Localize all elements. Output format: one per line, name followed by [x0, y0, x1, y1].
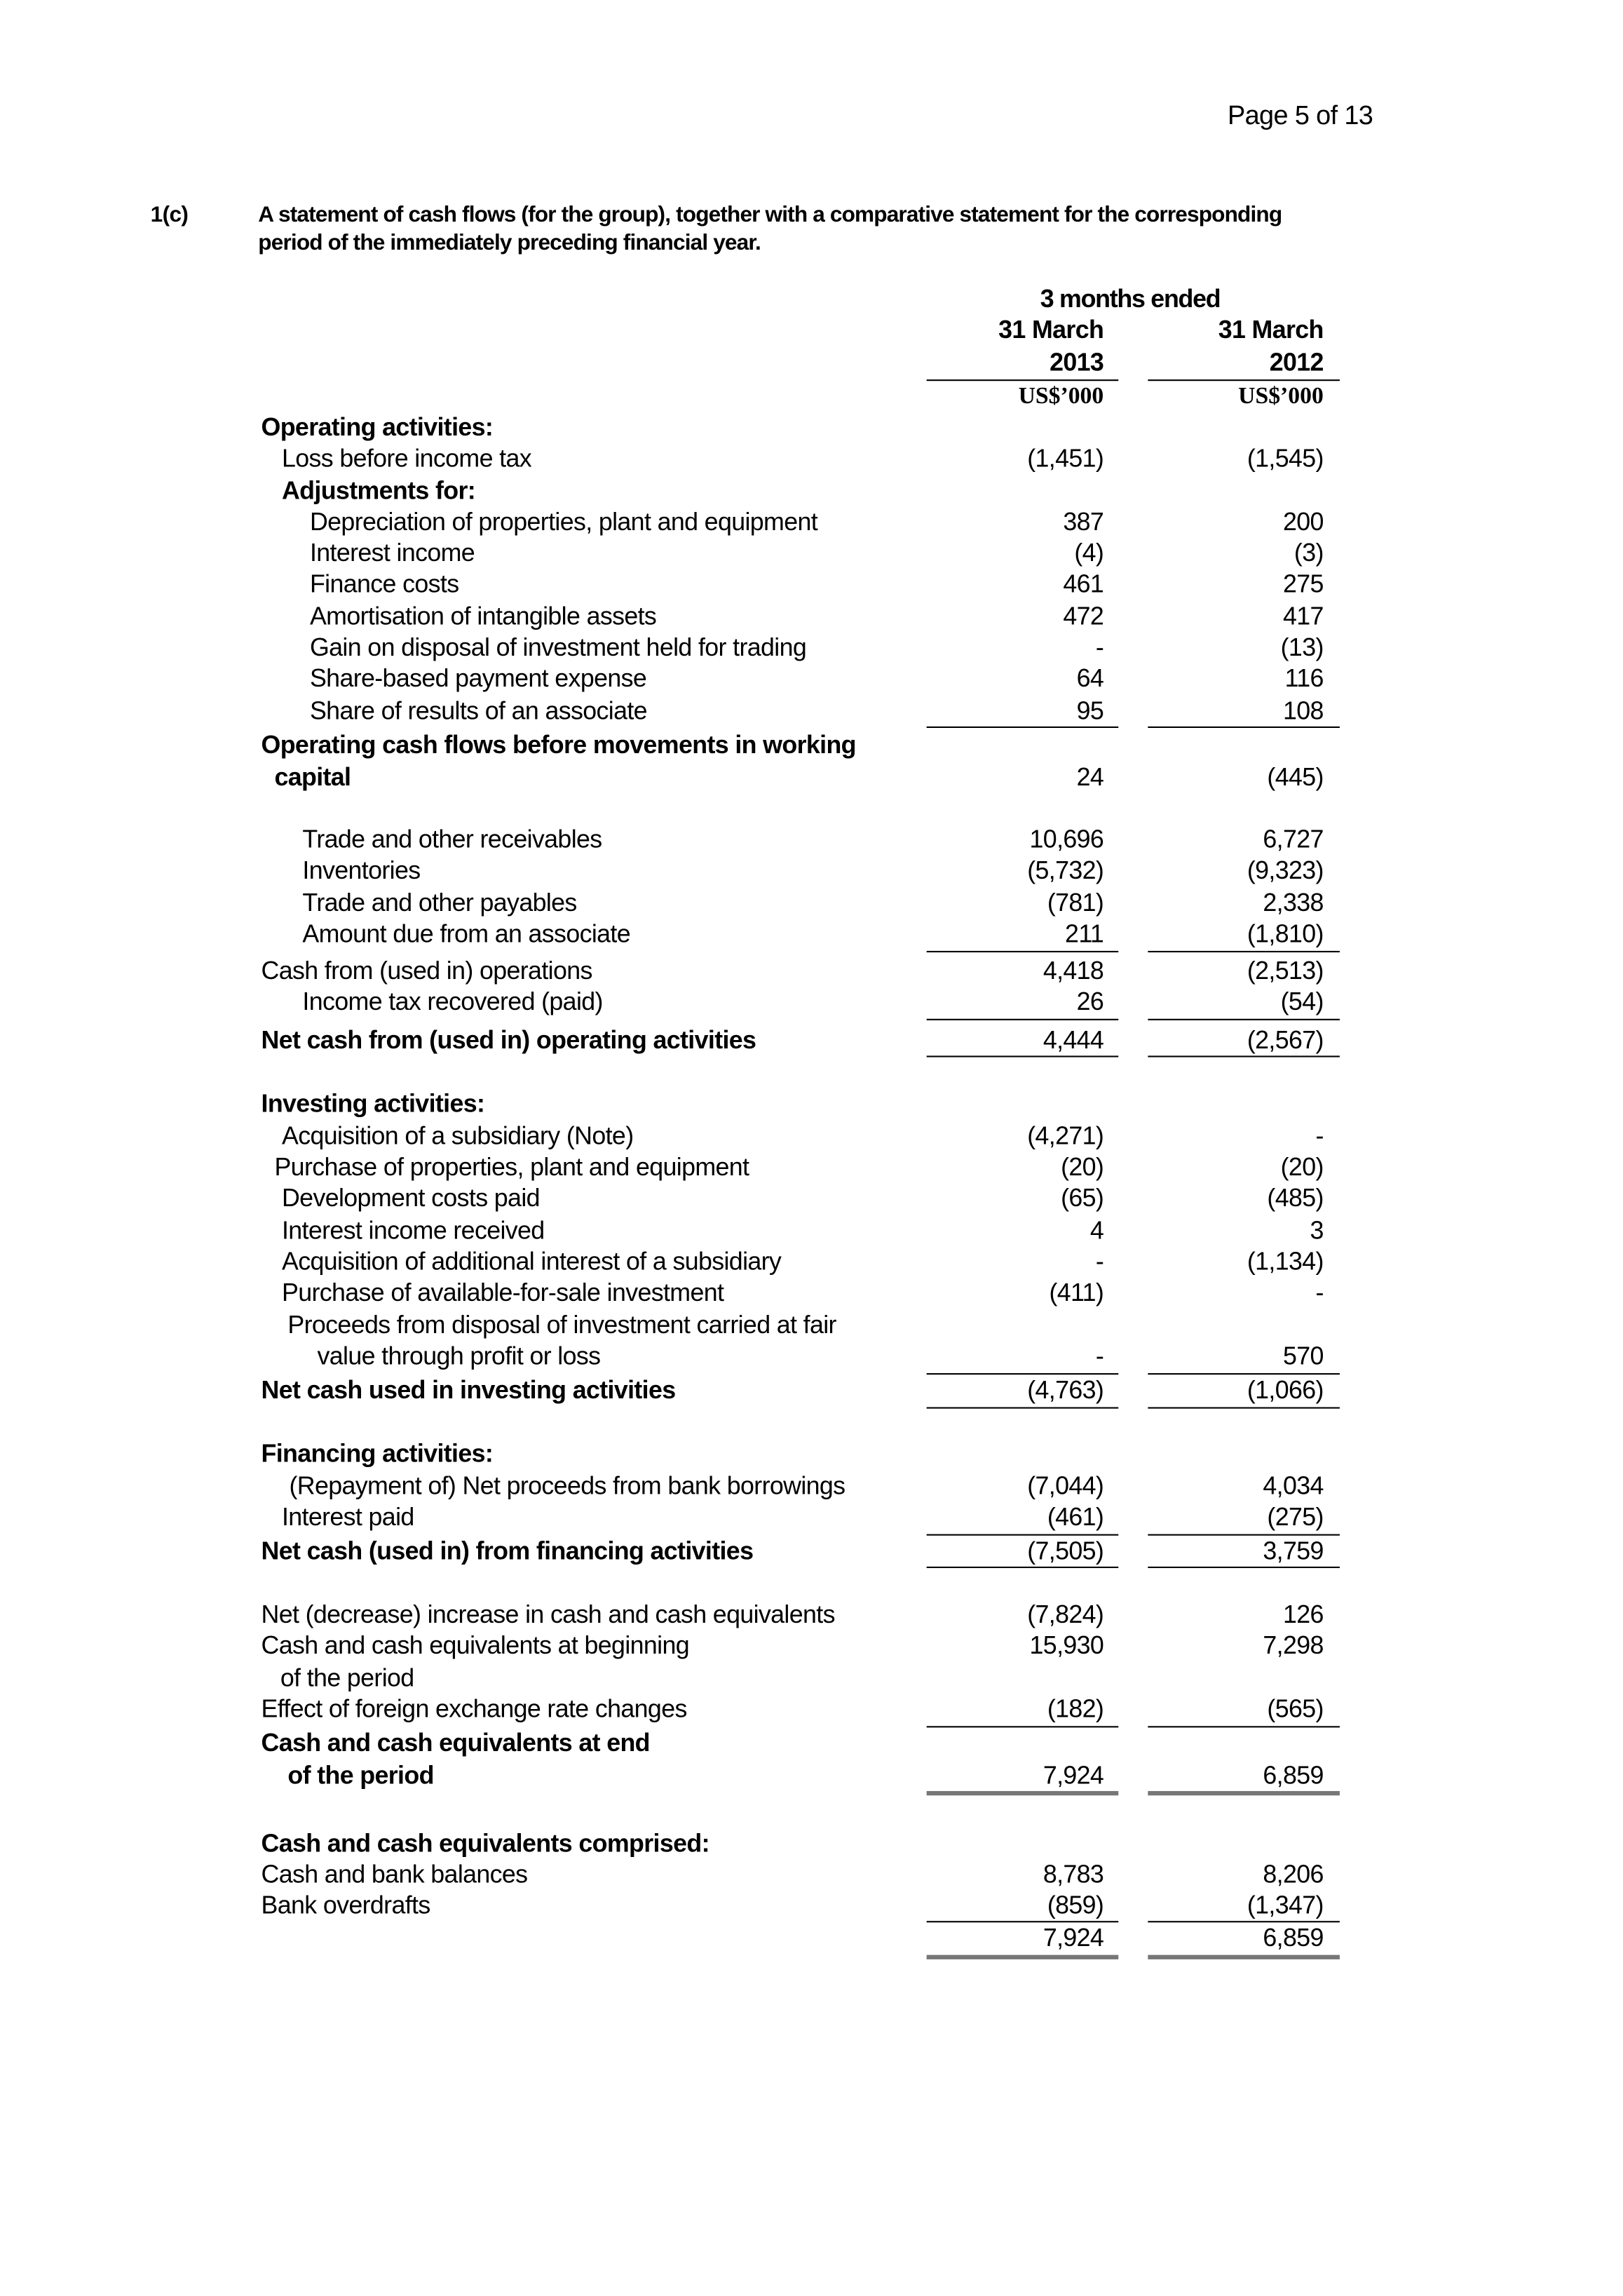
row-label: Cash and cash equivalents at beginning — [261, 1631, 690, 1660]
row-value-2012: 116 — [1284, 664, 1324, 693]
row-value-2012: (1,545) — [1247, 444, 1324, 473]
row-value-2013: 8,783 — [1043, 1860, 1104, 1889]
row-label: Net cash from (used in) operating activities — [261, 1026, 756, 1055]
row-value-2013: (7,044) — [1027, 1472, 1104, 1501]
row-value-2012: 570 — [1282, 1342, 1324, 1370]
row-value-2013: 211 — [1065, 919, 1104, 948]
row-value-2013: (411) — [1049, 1278, 1104, 1307]
row-label: Net cash used in investing activities — [261, 1376, 676, 1405]
row-label: (Repayment of) Net proceeds from bank borrowings — [289, 1472, 846, 1501]
row-value-2012: 6,859 — [1263, 1761, 1324, 1790]
row-value-2013: 26 — [1076, 987, 1104, 1016]
row-value-2013: 64 — [1076, 664, 1104, 693]
subtotal-rule — [927, 951, 1119, 952]
subtotal-rule — [927, 1019, 1119, 1020]
row-label: Income tax recovered (paid) — [302, 987, 603, 1016]
financing-heading: Financing activities: — [261, 1439, 494, 1468]
row-value-2013: 7,924 — [1043, 1761, 1104, 1790]
row-label: Loss before income tax — [281, 444, 531, 473]
row-label: Cash and cash equivalents at end — [261, 1729, 650, 1757]
row-value-2012: 6,727 — [1263, 825, 1324, 853]
total-rule — [1148, 1055, 1340, 1057]
row-value-2013: (781) — [1047, 889, 1104, 917]
total-rule — [927, 1567, 1119, 1568]
row-value-2013: 472 — [1063, 602, 1104, 631]
row-label: Amount due from an associate — [302, 919, 631, 948]
row-label: Effect of foreign exchange rate changes — [261, 1695, 687, 1724]
row-label: Trade and other payables — [302, 889, 577, 917]
row-label: Purchase of properties, plant and equipment — [274, 1153, 749, 1182]
row-value-2013: 387 — [1063, 508, 1104, 536]
row-value-2012: 2,338 — [1263, 889, 1324, 917]
comprised-heading: Cash and cash equivalents comprised: — [261, 1829, 709, 1858]
col1-year: 2013 — [1050, 348, 1104, 377]
comprised-total-2013: 7,924 — [1043, 1924, 1104, 1952]
page-number: Page 5 of 13 — [1227, 100, 1373, 130]
row-value-2013: (859) — [1047, 1891, 1104, 1920]
row-value-2012: 126 — [1282, 1600, 1324, 1629]
row-label: Bank overdrafts — [261, 1891, 430, 1920]
row-label: Share-based payment expense — [309, 664, 647, 693]
row-label: Interest income — [309, 539, 475, 567]
section-heading-line1: A statement of cash flows (for the group), together with a comparative statement for the corresponding — [258, 202, 1282, 228]
row-value-2012: 3,759 — [1263, 1537, 1324, 1565]
row-value-2012: 3 — [1310, 1216, 1324, 1245]
row-value-2013: - — [1095, 1248, 1104, 1276]
col1-date: 31 March — [998, 316, 1104, 344]
row-value-2012: (54) — [1280, 987, 1324, 1016]
row-value-2012: - — [1315, 1122, 1324, 1151]
row-value-2012: (2,513) — [1247, 957, 1324, 985]
row-label: Trade and other receivables — [302, 825, 602, 853]
row-label: Amortisation of intangible assets — [309, 602, 657, 631]
row-label: Net (decrease) increase in cash and cash equivalents — [261, 1600, 835, 1629]
section-number: 1(c) — [150, 202, 189, 228]
row-value-2012: (275) — [1267, 1503, 1324, 1532]
row-value-2013: 95 — [1076, 696, 1104, 725]
row-label: Cash and bank balances — [261, 1860, 528, 1889]
double-total-rule — [1148, 1791, 1340, 1795]
row-value-2012: 200 — [1282, 508, 1324, 536]
row-value-2012: (1,134) — [1247, 1248, 1324, 1276]
row-value-2013: 15,930 — [1029, 1631, 1104, 1660]
row-label-cont: of the period — [280, 1663, 414, 1692]
total-rule — [1148, 1407, 1340, 1409]
row-value-2012: (1,810) — [1247, 919, 1324, 948]
total-rule — [927, 1407, 1119, 1409]
col1-currency: US$’000 — [1018, 384, 1104, 410]
row-value-2012: (565) — [1267, 1695, 1324, 1724]
row-label: Purchase of available-for-sale investment — [281, 1278, 724, 1307]
row-value-2012: (2,567) — [1247, 1026, 1324, 1055]
row-value-2012: 7,298 — [1263, 1631, 1324, 1660]
row-label: Finance costs — [309, 569, 459, 598]
double-total-rule — [1148, 1955, 1340, 1959]
row-value-2012: (9,323) — [1247, 856, 1324, 885]
row-label: Proceeds from disposal of investment carried at fair — [287, 1311, 836, 1339]
row-label: Acquisition of a subsidiary (Note) — [281, 1122, 634, 1151]
row-value-2013: (1,451) — [1027, 444, 1104, 473]
row-value-2012: (20) — [1280, 1153, 1324, 1182]
row-value-2013: 461 — [1063, 569, 1104, 598]
row-value-2013: (461) — [1047, 1503, 1104, 1532]
row-label-cont: value through profit or loss — [317, 1342, 601, 1370]
investing-heading: Investing activities: — [261, 1089, 485, 1118]
row-label: Share of results of an associate — [309, 696, 647, 725]
row-label: Development costs paid — [281, 1184, 540, 1213]
subtotal-rule — [1148, 1726, 1340, 1727]
row-label: Inventories — [302, 856, 421, 885]
row-value-2013: 4,444 — [1043, 1026, 1104, 1055]
adjustments-heading: Adjustments for: — [281, 477, 476, 506]
row-value-2012: 8,206 — [1263, 1860, 1324, 1889]
row-label: Depreciation of properties, plant and equipment — [309, 508, 818, 536]
subtotal-rule — [1148, 727, 1340, 728]
subtotal-rule — [1148, 951, 1340, 952]
row-value-2013: (4,763) — [1027, 1376, 1104, 1405]
row-value-2013: (20) — [1061, 1153, 1104, 1182]
col2-year: 2012 — [1269, 348, 1324, 377]
subtotal-rule — [1148, 1019, 1340, 1020]
total-rule — [1148, 1567, 1340, 1568]
row-value-2012: (1,066) — [1247, 1376, 1324, 1405]
row-label: Cash from (used in) operations — [261, 957, 592, 985]
total-rule — [927, 1055, 1119, 1057]
row-value-2013: (7,824) — [1027, 1600, 1104, 1629]
col2-currency: US$’000 — [1238, 384, 1324, 410]
row-value-2013: (5,732) — [1027, 856, 1104, 885]
row-value-2013: 4 — [1089, 1216, 1104, 1245]
row-value-2013: (4) — [1074, 539, 1104, 567]
row-value-2012: (445) — [1267, 763, 1324, 792]
row-value-2012: 417 — [1282, 602, 1324, 631]
row-value-2013: 10,696 — [1029, 825, 1104, 853]
row-value-2012: (3) — [1293, 539, 1324, 567]
row-label: Acquisition of additional interest of a subsidiary — [281, 1248, 782, 1276]
period-header: 3 months ended — [1040, 285, 1221, 313]
operating-heading: Operating activities: — [261, 413, 494, 442]
row-value-2013: 24 — [1076, 763, 1104, 792]
row-value-2012: 275 — [1282, 569, 1324, 598]
row-value-2013: - — [1095, 633, 1104, 662]
row-label-cont: capital — [274, 763, 351, 792]
double-total-rule — [927, 1955, 1119, 1959]
row-label: Operating cash flows before movements in working — [261, 731, 856, 759]
row-label: Net cash (used in) from financing activities — [261, 1537, 754, 1565]
row-value-2013: (65) — [1061, 1184, 1104, 1213]
row-value-2012: (13) — [1280, 633, 1324, 662]
row-label: Gain on disposal of investment held for trading — [309, 633, 807, 662]
row-value-2013: (4,271) — [1027, 1122, 1104, 1151]
double-total-rule — [927, 1791, 1119, 1795]
row-value-2012: (485) — [1267, 1184, 1324, 1213]
row-label: Interest income received — [281, 1216, 545, 1245]
row-label-cont: of the period — [287, 1761, 434, 1790]
section-heading-line2: period of the immediately preceding financial year. — [258, 230, 761, 256]
row-value-2012: 108 — [1282, 696, 1324, 725]
row-value-2013: - — [1095, 1342, 1104, 1370]
row-value-2012: (1,347) — [1247, 1891, 1324, 1920]
row-value-2012: - — [1315, 1278, 1324, 1307]
row-value-2012: 4,034 — [1263, 1472, 1324, 1501]
row-value-2013: 4,418 — [1043, 957, 1104, 985]
row-value-2013: (182) — [1047, 1695, 1104, 1724]
comprised-total-2012: 6,859 — [1263, 1924, 1324, 1952]
col2-date: 31 March — [1218, 316, 1324, 344]
subtotal-rule — [927, 1726, 1119, 1727]
row-value-2013: (7,505) — [1027, 1537, 1104, 1565]
row-label: Interest paid — [281, 1503, 414, 1532]
subtotal-rule — [927, 727, 1119, 728]
